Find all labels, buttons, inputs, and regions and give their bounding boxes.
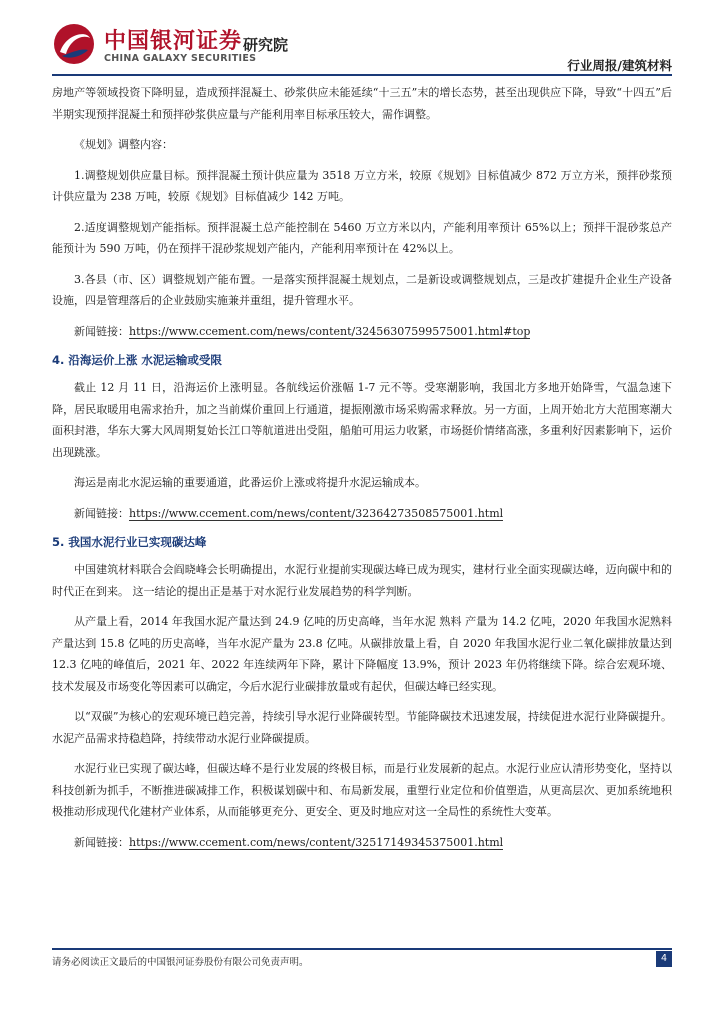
section-4-paragraph-2: 海运是南北水泥运输的重要通道，此番运价上涨或将提升水泥运输成本。 bbox=[74, 476, 426, 489]
section-5-paragraph-1: 中国建筑材料联合会阎晓峰会长明确提出，水泥行业提前实现碳达峰已成为现实，建材行业全面实现碳达峰，迈向碳中和的时代正在到来。 这一结论的提出正是基于对水泥行业发展趋势的科学判断。 bbox=[52, 563, 672, 598]
adjust-title: 《规划》调整内容： bbox=[74, 138, 173, 151]
brand-name-en: CHINA GALAXY SECURITIES bbox=[104, 53, 257, 64]
adjust-item-2: 2.适度调整规划产能指标。预拌混凝土总产能控制在 5460 万立方米以内，产能利用率预计 65%以上；预拌干混砂浆总产能预计为 590 万吨，仍在预拌干混砂浆规划产能内，产能利用率预计在 42%以上。 bbox=[52, 220, 672, 255]
page-header bbox=[0, 0, 724, 80]
adjust-item-3: 3.各县（市、区）调整规划产能布置。一是落实预拌混凝土规划点，二是新设或调整规划点，三是改扩建提升企业生产设备设施，四是管理落后的企业鼓励实施兼并重组，提升管理水平。 bbox=[52, 272, 672, 307]
brand-subtitle: 研究院 bbox=[243, 36, 289, 54]
section-5-paragraph-2: 从产量上看，2014 年我国水泥产量达到 24.9 亿吨的历史高峰，当年水泥 熟料 产量为 14.2 亿吨，2020 年我国水泥熟料产量达到 15.8 亿吨的历史高峰，当年水泥产量为 23.8 亿吨。从碳排放量上看，自 2020 年我国水泥行业二氧化碳排放量达到 12.3 亿吨的峰值后，2021 年、2022 年连续两年下降，累计下降幅度 13.9%，预计 2023 年仍将继续下降。综合宏观环境、技术发展及市场变化等因素可以确定，今后水泥行业碳排放量或有起伏，但碳达峰已经实现。 bbox=[52, 615, 672, 693]
main-content bbox=[52, 82, 672, 862]
brand-name-cn: 中国银河证券 bbox=[104, 29, 243, 54]
news-link-label: 新闻链接： bbox=[74, 324, 129, 338]
news-link-label: 新闻链接： bbox=[74, 506, 129, 520]
page-number: 4 bbox=[656, 951, 672, 967]
news-link-2 bbox=[52, 503, 672, 525]
galaxy-logo-icon bbox=[52, 22, 96, 66]
section-heading-5: 5. 我国水泥行业已实现碳达峰 bbox=[52, 535, 207, 549]
news-link-url[interactable]: https://www.ccement.com/news/content/32364273508575001.html bbox=[129, 506, 504, 520]
report-type-label: 行业周报/建筑材料 bbox=[567, 58, 672, 73]
news-link-url[interactable]: https://www.ccement.com/news/content/32517149345375001.html bbox=[129, 835, 504, 849]
intro-paragraph: 房地产等领域投资下降明显，造成预拌混凝土、砂浆供应未能延续“十三五”末的增长态势，甚至出现供应下降，导致“十四五”后半期实现预拌混凝土和预拌砂浆供应量与产能利用率目标承压较大，需作调整。 bbox=[52, 86, 672, 121]
header-divider bbox=[52, 74, 672, 76]
news-link-1 bbox=[52, 321, 672, 343]
section-heading-4: 4. 沿海运价上涨 水泥运输或受限 bbox=[52, 353, 222, 367]
disclaimer-text: 请务必阅读正文最后的中国银河证券股份有限公司免责声明。 bbox=[52, 957, 309, 968]
section-5-paragraph-3: 以“双碳”为核心的宏观环境已趋完善，持续引导水泥行业降碳转型。节能降碳技术迅速发展，持续促进水泥行业降碳提升。水泥产品需求持稳趋降，持续带动水泥行业降碳提质。 bbox=[52, 710, 672, 745]
news-link-3 bbox=[52, 832, 672, 854]
news-link-label: 新闻链接： bbox=[74, 835, 129, 849]
section-4-paragraph-1: 截止 12 月 11 日，沿海运价上涨明显。各航线运价涨幅 1-7 元不等。受寒潮影响，我国北方多地开始降雪，气温急速下降，居民取暖用电需求抬升，加之当前煤价重回上行通道，提振刚激市场采购需求释放。另一方面，上周开始北方大范围寒潮大面积封港，华东大雾大风周期复始长江口等航道进出受阻，船舶可用运力收紧，市场挺价情绪高涨，多重利好因素影响下，运价出现跳涨。 bbox=[52, 381, 672, 459]
section-5-paragraph-4: 水泥行业已实现了碳达峰，但碳达峰不是行业发展的终极目标，而是行业发展新的起点。水泥行业应认清形势变化，坚持以科技创新为抓手，不断推进碳减排工作，积极谋划碳中和、布局新发展，重塑行业定位和价值塑造，从更高层次、更加系统地积极推动形成现代化建材产业体系，从而能够更充分、更安全、更及时地应对这一全局性的系统性大变革。 bbox=[52, 762, 672, 818]
news-link-url[interactable]: https://www.ccement.com/news/content/32456307599575001.html#top bbox=[129, 324, 531, 338]
adjust-item-1: 1.调整规划供应量目标。预拌混凝土预计供应量为 3518 万立方米，较原《规划》目标值减少 872 万立方米，预拌砂浆预计供应量为 238 万吨，较原《规划》目标值减少 142 万吨。 bbox=[52, 168, 672, 203]
footer-divider bbox=[52, 948, 672, 950]
